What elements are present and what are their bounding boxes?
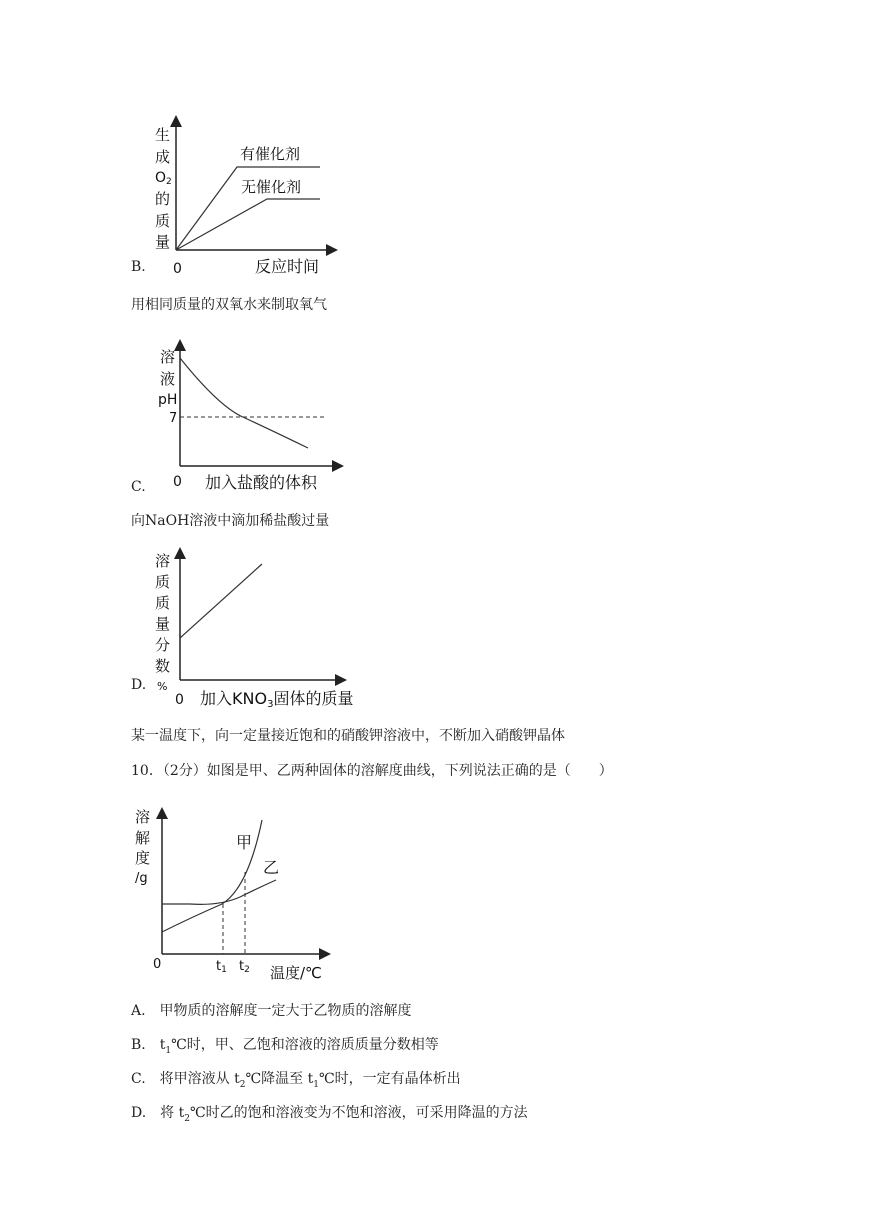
- y-label-char: 度: [135, 849, 151, 867]
- x-axis-label: 加入盐酸的体积: [205, 473, 318, 492]
- y-label-char: 数: [155, 657, 171, 675]
- option-b-sub: 1: [165, 1045, 172, 1056]
- curve-yi-label: 乙: [263, 858, 280, 877]
- option-c-chart: [145, 338, 355, 498]
- y-label-char: 成: [155, 148, 171, 166]
- origin-label: 0: [175, 692, 184, 708]
- option-c-text-post: ℃时，一定有晶体析出: [318, 1071, 461, 1087]
- y-label-char: 溶: [135, 808, 151, 826]
- option-c: [131, 1070, 461, 1094]
- tick-label-7: 7: [169, 411, 178, 426]
- t1-label: t1: [216, 959, 227, 975]
- y-label-char: 质: [155, 594, 171, 612]
- y-label-char: 分: [155, 636, 171, 654]
- line-without-catalyst-label: 无催化剂: [241, 178, 302, 196]
- y-label-char: 量: [155, 615, 171, 633]
- option-b-text-post: ℃时，甲、乙饱和溶液的溶质质量分数相等: [171, 1037, 439, 1053]
- mass-fraction-line: [180, 564, 262, 638]
- y-label-char: %: [157, 680, 168, 693]
- x-axis-label: 温度/℃: [270, 964, 322, 982]
- t2-label: t2: [239, 959, 250, 975]
- option-b: [131, 1036, 439, 1060]
- line-with-catalyst-label: 有催化剂: [240, 145, 301, 163]
- curve-jia-label: 甲: [236, 833, 253, 852]
- option-c-text-pre: C. 将甲溶液从 t: [131, 1071, 240, 1087]
- y-label-char: /g: [135, 871, 148, 886]
- solubility-chart: [130, 800, 345, 985]
- option-d-text-pre: D. 将 t: [131, 1105, 185, 1121]
- origin-label: 0: [173, 474, 182, 490]
- curve-yi: [162, 880, 276, 904]
- option-b-caption: 用相同质量的双氧水来制取氧气: [131, 297, 327, 313]
- y-label-char: 量: [155, 233, 171, 251]
- option-d-letter: D.: [131, 677, 147, 693]
- option-b-text-pre: B. t: [131, 1037, 166, 1053]
- ph-curve: [180, 358, 308, 448]
- option-d-sub: 2: [184, 1113, 190, 1124]
- x-axis-label: 加入KNO3固体的质量: [200, 689, 354, 710]
- option-a-text: A. 甲物质的溶解度一定大于乙物质的溶解度: [131, 1003, 412, 1019]
- option-a: [131, 1002, 412, 1020]
- option-c-sub: 2: [239, 1079, 246, 1090]
- y-label-char: 解: [135, 829, 151, 847]
- y-label-char: 的: [155, 190, 171, 208]
- option-c-sub2: 1: [313, 1079, 319, 1090]
- question-10-stem: 10．（2分）如图是甲、乙两种固体的溶解度曲线，下列说法正确的是（ ）: [131, 763, 613, 779]
- origin-label: 0: [173, 261, 182, 277]
- y-label-char: 质: [155, 212, 171, 230]
- option-c-letter: C.: [131, 479, 146, 495]
- option-d: [131, 1104, 528, 1128]
- y-label-char: 生: [155, 126, 171, 144]
- x-axis-label: 反应时间: [255, 257, 320, 276]
- option-c-caption: 向NaOH溶液中滴加稀盐酸过量: [131, 513, 330, 529]
- line-without-catalyst: [176, 199, 320, 250]
- option-d-caption: 某一温度下，向一定量接近饱和的硝酸钾溶液中，不断加入硝酸钾晶体: [131, 728, 565, 744]
- option-d-text-post: ℃时乙的饱和溶液变为不饱和溶液，可采用降温的方法: [190, 1105, 528, 1121]
- option-b-letter: B.: [131, 259, 146, 275]
- option-c-text-mid: ℃降温至 t: [245, 1071, 314, 1087]
- y-label-char: 溶: [160, 348, 176, 366]
- y-label-char: 质: [155, 573, 171, 591]
- origin-label: 0: [153, 957, 162, 972]
- y-label-char: pH: [158, 392, 178, 408]
- y-label-char: 溶: [155, 552, 171, 570]
- option-d-chart: [145, 546, 375, 716]
- y-label-char: 液: [160, 370, 176, 388]
- y-label-char: O: [155, 170, 167, 186]
- option-b-chart: [145, 110, 345, 280]
- y-label-sub: 2: [166, 177, 172, 187]
